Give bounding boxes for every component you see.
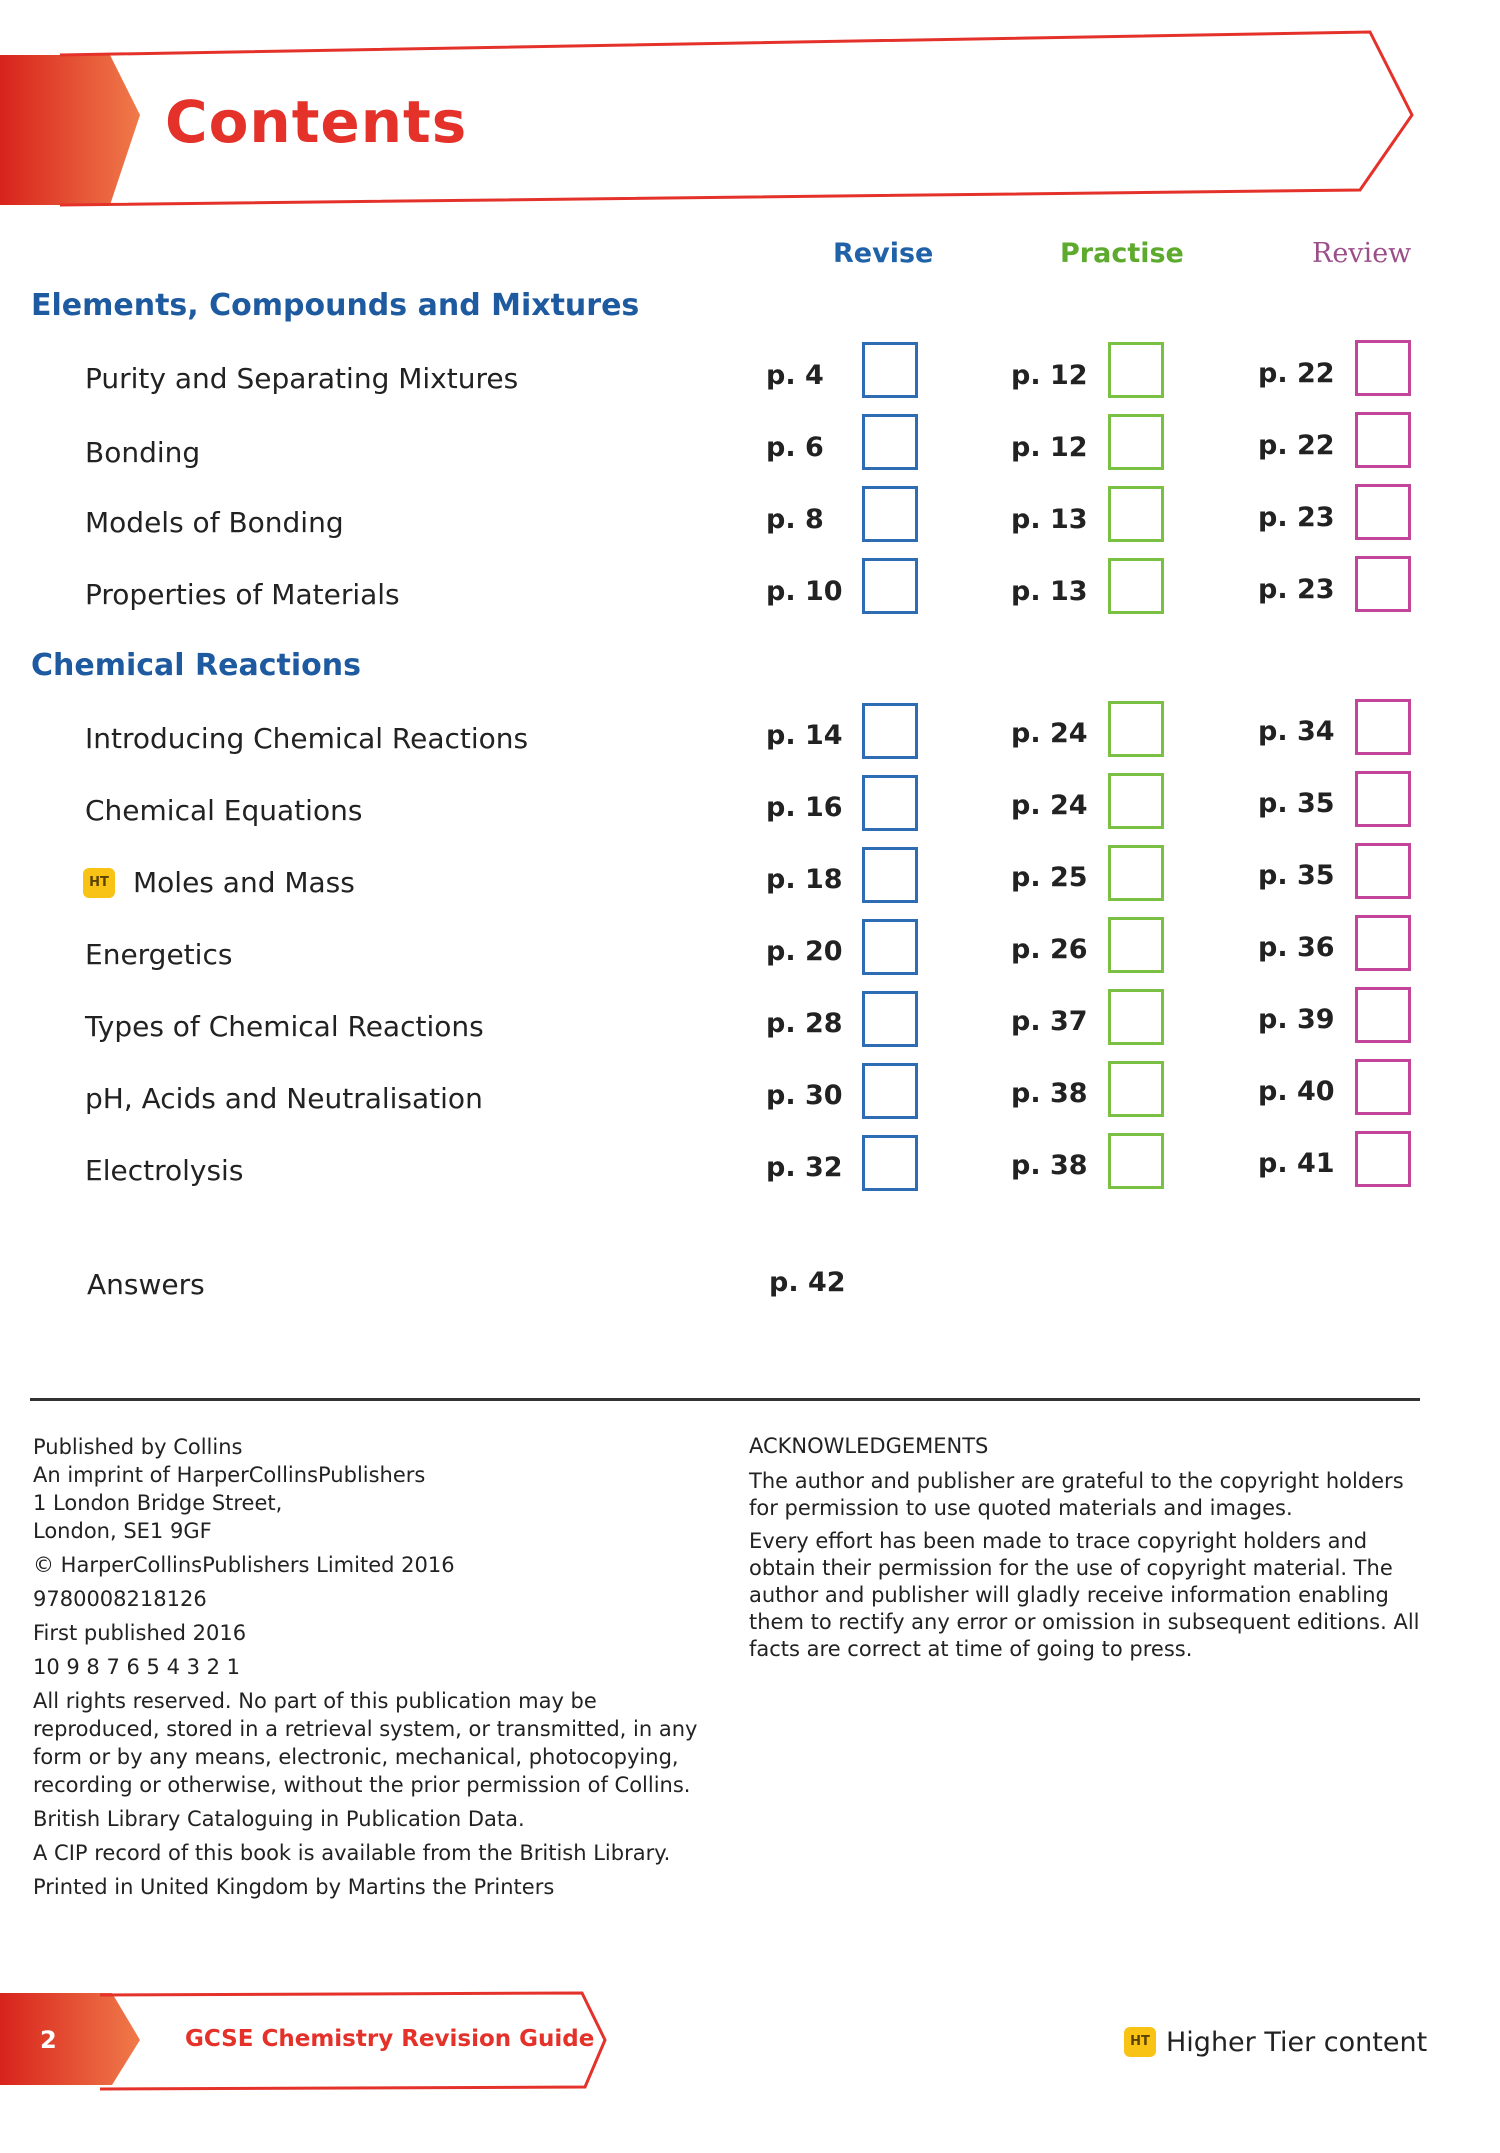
pub-line: London, SE1 9GF: [33, 1519, 212, 1543]
pub-line: 10 9 8 7 6 5 4 3 2 1: [33, 1655, 241, 1679]
pub-line: First published 2016: [33, 1621, 247, 1645]
practise-page: p. 38: [1011, 1078, 1088, 1109]
pub-line: British Library Cataloguing in Publication Data.: [33, 1807, 525, 1831]
ack-heading: ACKNOWLEDGEMENTS: [749, 1434, 989, 1458]
revise-page: p. 14: [766, 720, 843, 751]
review-checkbox[interactable]: [1355, 915, 1411, 971]
pub-line: Published by Collins: [33, 1435, 243, 1459]
revise-page: p. 32: [766, 1152, 843, 1183]
revise-checkbox[interactable]: [862, 991, 918, 1047]
revise-checkbox[interactable]: [862, 342, 918, 398]
review-checkbox[interactable]: [1355, 412, 1411, 468]
practise-page: p. 12: [1011, 432, 1088, 463]
revise-page: p. 18: [766, 864, 843, 895]
revise-page: p. 4: [766, 360, 824, 391]
review-page: p. 35: [1258, 860, 1335, 891]
topic-label: Purity and Separating Mixtures: [85, 362, 519, 395]
column-header-review: Review: [1312, 238, 1412, 269]
column-header-practise: Practise: [1060, 238, 1184, 269]
practise-checkbox[interactable]: [1108, 342, 1164, 398]
review-page: p. 23: [1258, 574, 1335, 605]
pub-line: A CIP record of this book is available from the British Library.: [33, 1841, 671, 1865]
topic-label: Types of Chemical Reactions: [85, 1010, 484, 1043]
review-page: p. 22: [1258, 358, 1335, 389]
practise-page: p. 24: [1011, 718, 1088, 749]
pub-line: An imprint of HarperCollinsPublishers: [33, 1463, 426, 1487]
practise-checkbox[interactable]: [1108, 989, 1164, 1045]
section-heading: Chemical Reactions: [31, 648, 361, 683]
topic-label: Properties of Materials: [85, 578, 400, 611]
practise-page: p. 12: [1011, 360, 1088, 391]
revise-checkbox[interactable]: [862, 919, 918, 975]
topic-label: Bonding: [85, 436, 201, 469]
page-number: 2: [40, 2026, 57, 2054]
practise-page: p. 13: [1011, 504, 1088, 535]
practise-checkbox[interactable]: [1108, 1133, 1164, 1189]
practise-checkbox[interactable]: [1108, 558, 1164, 614]
revise-checkbox[interactable]: [862, 486, 918, 542]
higher-tier-icon: HT: [1124, 2027, 1156, 2057]
answers-label: Answers: [87, 1268, 205, 1301]
revise-page: p. 8: [766, 504, 824, 535]
column-header-revise: Revise: [833, 238, 934, 269]
acknowledgements: [749, 1433, 1429, 1663]
page-title: Contents: [165, 88, 468, 156]
revise-page: p. 20: [766, 936, 843, 967]
review-checkbox[interactable]: [1355, 340, 1411, 396]
book-title: GCSE Chemistry Revision Guide: [185, 2026, 595, 2052]
practise-checkbox[interactable]: [1108, 773, 1164, 829]
practise-page: p. 24: [1011, 790, 1088, 821]
practise-checkbox[interactable]: [1108, 917, 1164, 973]
review-page: p. 36: [1258, 932, 1335, 963]
revise-checkbox[interactable]: [862, 1063, 918, 1119]
practise-page: p. 38: [1011, 1150, 1088, 1181]
practise-checkbox[interactable]: [1108, 1061, 1164, 1117]
section-heading: Elements, Compounds and Mixtures: [31, 288, 640, 323]
review-checkbox[interactable]: [1355, 556, 1411, 612]
pub-line: All rights reserved. No part of this publication may be reproduced, stored in a retrieval system, or transmitted, in any form or by any means, electronic, mechanical, photocopying, recording or otherwise, without the prior permission of Collins.: [33, 1689, 698, 1797]
review-checkbox[interactable]: [1355, 1131, 1411, 1187]
higher-tier-legend: Higher Tier content: [1166, 2027, 1428, 2058]
practise-checkbox[interactable]: [1108, 701, 1164, 757]
review-checkbox[interactable]: [1355, 987, 1411, 1043]
topic-label: Introducing Chemical Reactions: [85, 722, 529, 755]
revise-checkbox[interactable]: [862, 414, 918, 470]
practise-checkbox[interactable]: [1108, 486, 1164, 542]
review-checkbox[interactable]: [1355, 484, 1411, 540]
pub-line: Printed in United Kingdom by Martins the Printers: [33, 1875, 555, 1899]
review-checkbox[interactable]: [1355, 771, 1411, 827]
revise-page: p. 10: [766, 576, 843, 607]
revise-checkbox[interactable]: [862, 847, 918, 903]
revise-checkbox[interactable]: [862, 558, 918, 614]
review-page: p. 23: [1258, 502, 1335, 533]
topic-label: Energetics: [85, 938, 233, 971]
practise-checkbox[interactable]: [1108, 414, 1164, 470]
practise-page: p. 25: [1011, 862, 1088, 893]
review-page: p. 40: [1258, 1076, 1335, 1107]
answers-page: p. 42: [769, 1267, 846, 1298]
higher-tier-badge: HT: [83, 868, 115, 898]
ack-paragraph: The author and publisher are grateful to the copyright holders for permission to use quoted materials and images.: [749, 1469, 1404, 1520]
revise-page: p. 28: [766, 1008, 843, 1039]
revise-checkbox[interactable]: [862, 1135, 918, 1191]
review-page: p. 34: [1258, 716, 1335, 747]
pub-line: © HarperCollinsPublishers Limited 2016: [33, 1553, 455, 1577]
topic-label: Moles and Mass: [133, 866, 355, 899]
practise-page: p. 37: [1011, 1006, 1088, 1037]
topic-label: Chemical Equations: [85, 794, 363, 827]
review-page: p. 39: [1258, 1004, 1335, 1035]
review-page: p. 35: [1258, 788, 1335, 819]
divider: [30, 1398, 1420, 1401]
pub-line: 9780008218126: [33, 1587, 207, 1611]
practise-checkbox[interactable]: [1108, 845, 1164, 901]
review-checkbox[interactable]: [1355, 699, 1411, 755]
ack-paragraph: Every effort has been made to trace copyright holders and obtain their permission for the use of copyright material. The author and publisher will gladly receive information enabling them to rectify any error or omission in subsequent editions. All facts are correct at time of going to press.: [749, 1529, 1420, 1661]
revise-page: p. 30: [766, 1080, 843, 1111]
publication-info: [33, 1433, 723, 1901]
review-checkbox[interactable]: [1355, 1059, 1411, 1115]
revise-page: p. 6: [766, 432, 824, 463]
revise-checkbox[interactable]: [862, 703, 918, 759]
review-page: p. 22: [1258, 430, 1335, 461]
topic-label: Models of Bonding: [85, 506, 344, 539]
practise-page: p. 26: [1011, 934, 1088, 965]
review-page: p. 41: [1258, 1148, 1335, 1179]
topic-label: Electrolysis: [85, 1154, 244, 1187]
pub-line: 1 London Bridge Street,: [33, 1491, 283, 1515]
practise-page: p. 13: [1011, 576, 1088, 607]
revise-checkbox[interactable]: [862, 775, 918, 831]
review-checkbox[interactable]: [1355, 843, 1411, 899]
topic-label: pH, Acids and Neutralisation: [85, 1082, 483, 1115]
revise-page: p. 16: [766, 792, 843, 823]
